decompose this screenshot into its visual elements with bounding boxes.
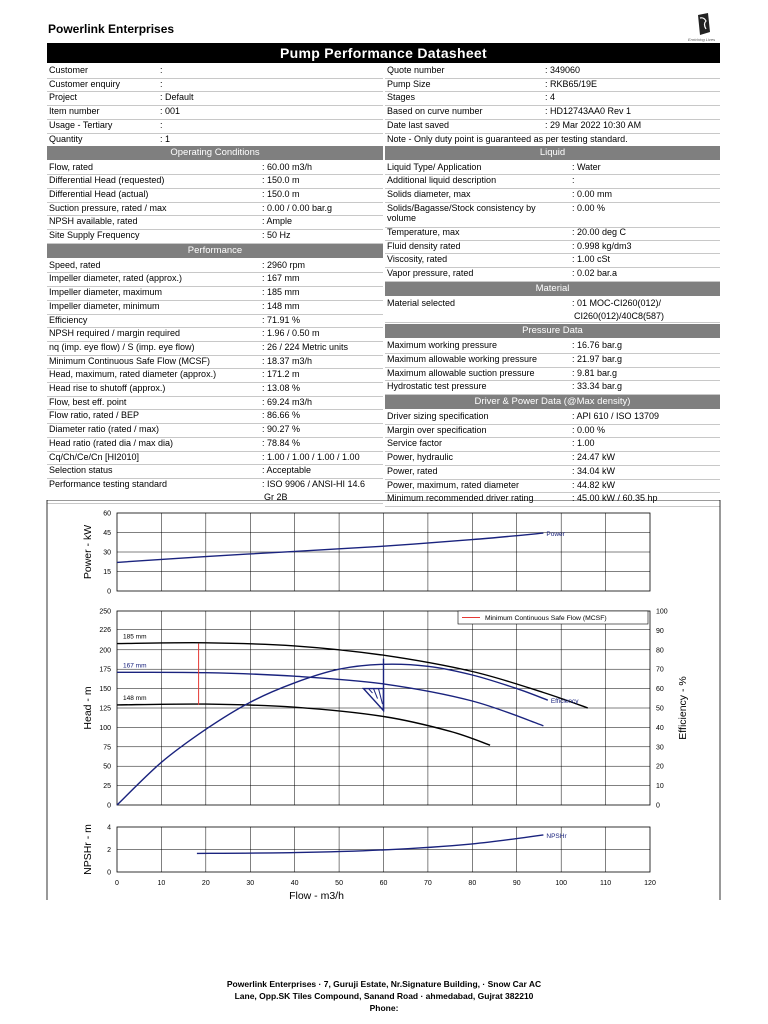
performance-row-2 [47, 272, 383, 286]
logo-tagline: Enriching Lives [688, 37, 716, 42]
info-2-label: Customer enquiry [49, 78, 121, 89]
performance-row-8 [47, 355, 383, 369]
info-1-value: : [160, 65, 163, 75]
liquid-row-2-value: : [572, 175, 575, 186]
chart-2-y-tick: 175 [99, 666, 111, 674]
operating-row-6-value: : 50 Hz [262, 230, 291, 240]
info-3-label: Project [49, 92, 78, 103]
chart-2-y2-tick: 30 [656, 744, 664, 752]
chart-3-x-tick: 110 [599, 880, 612, 887]
operating-row-2 [47, 174, 383, 188]
performance-row-13-label: Diameter ratio (rated / max) [49, 424, 160, 435]
performance-row-8-label: Minimum Continuous Safe Flow (MCSF) [49, 355, 211, 366]
performance-row-10-label: Head rise to shutoff (approx.) [49, 383, 166, 393]
info-2 [47, 78, 383, 92]
chart-1-series-label-power: Power [546, 531, 565, 539]
performance-row-5-value: : 71.91 % [262, 314, 301, 325]
driver-row-7-label: Minimum recommended driver rating [387, 493, 534, 504]
chart-3-x-tick: 20 [201, 880, 210, 887]
chart-3-y-label: NPSHr - m [82, 824, 94, 875]
chart-3-x-tick: 50 [335, 880, 343, 887]
performance-row-11 [47, 396, 383, 410]
chart-2-legend-label: Minimum Continuous Safe Flow (MCSF) [485, 615, 607, 622]
liquid-row-4-label-2: volume [387, 213, 417, 224]
driver-row-6-value: : 44.82 kW [572, 479, 616, 490]
performance-row-9 [47, 368, 383, 382]
liquid-row-7-value: : 1.00 cSt [572, 254, 611, 265]
chart-2-series-label-167-mm: 167 mm [123, 662, 147, 670]
performance-row-6 [47, 327, 383, 341]
driver-row-1 [385, 410, 720, 424]
chart-1-y-tick: 45 [103, 530, 111, 537]
performance-row-7-value: : 26 / 224 Metric units [262, 341, 349, 352]
section-pressure-data: Pressure Data [385, 324, 720, 338]
driver-row-6-label: Power, maximum, rated diameter [387, 479, 520, 490]
material-row-value: : 01 MOC-CI260(012)/ [572, 297, 662, 308]
driver-row-1-value: : API 610 / ISO 13709 [572, 411, 660, 421]
info-3-value: : Default [160, 92, 194, 103]
operating-row-4-label: Suction pressure, rated / max [49, 202, 167, 213]
pressure-row-2-value: : 21.97 bar.g [572, 353, 623, 364]
chart-3-y-tick: 4 [107, 824, 111, 832]
chart-2-y-label: Head - m [82, 686, 94, 730]
quote-4-value: : HD12743AA0 Rev 1 [545, 106, 632, 117]
chart-3-x-tick: 10 [157, 880, 166, 887]
quote-6 [385, 133, 720, 147]
performance-row-2-label: Impeller diameter, rated (approx.) [49, 273, 183, 284]
chart-2-series-label-185-mm: 185 mm [123, 633, 147, 641]
chart-2-y-tick: 75 [103, 744, 111, 752]
quote-3-label: Stages [387, 92, 416, 103]
operating-row-1 [47, 161, 383, 175]
material-row [385, 297, 720, 311]
performance-row-13-value: : 90.27 % [262, 424, 301, 435]
quote-3-value: : 4 [545, 92, 556, 103]
driver-row-2-value: : 0.00 % [572, 424, 606, 435]
chart-3-x-tick: 40 [290, 880, 299, 887]
material-row-value-2: CI260(012)/40C8(587) [574, 310, 665, 321]
chart-3-x-tick: 0 [115, 880, 119, 887]
performance-row-12 [47, 409, 383, 423]
performance-row-5 [47, 314, 383, 328]
liquid-row-7 [385, 253, 720, 267]
performance-row-14 [47, 437, 383, 451]
info-2-value: : [160, 78, 163, 89]
driver-row-6 [385, 479, 720, 493]
operating-row-5-label: NPSH available, rated [49, 216, 138, 227]
liquid-row-5 [385, 226, 720, 240]
pressure-row-1-label: Maximum working pressure [387, 340, 498, 351]
quote-2-label: Pump Size [387, 78, 431, 89]
performance-row-10-value: : 13.08 % [262, 383, 301, 393]
chart-2-y-tick: 0 [107, 802, 111, 810]
liquid-row-6-label: Fluid density rated [387, 240, 461, 251]
performance-row-12-label: Flow ratio, rated / BEP [49, 410, 140, 421]
chart-1-y-label: Power - kW [82, 524, 94, 580]
pressure-row-2-label: Maximum allowable working pressure [387, 353, 538, 364]
operating-row-2-value: : 150.0 m [262, 175, 300, 186]
performance-row-1-value: : 2960 rpm [262, 259, 306, 270]
liquid-row-5-label: Temperature, max [387, 227, 460, 237]
performance-row-9-label: Head, maximum, rated diameter (approx.) [49, 369, 217, 380]
performance-row-4-value: : 148 mm [262, 300, 300, 311]
info-4 [47, 105, 383, 119]
pressure-row-1-value: : 16.76 bar.g [572, 340, 623, 351]
performance-row-14-label: Head ratio (rated dia / max dia) [49, 437, 174, 448]
info-3 [47, 91, 383, 105]
chart-2-y-tick: 125 [99, 705, 111, 713]
performance-row-5-label: Efficiency [49, 314, 88, 325]
performance-row-11-label: Flow, best eff. point [49, 396, 127, 407]
operating-row-6 [47, 229, 383, 243]
quote-5-label: Date last saved [387, 119, 450, 130]
driver-row-4-value: : 24.47 kW [572, 452, 616, 463]
chart-2-y-tick: 150 [99, 686, 111, 694]
chart-2-y-tick: 200 [99, 647, 111, 655]
chart-2-y2-tick: 70 [656, 666, 664, 674]
quote-5-value: : 29 Mar 2022 10:30 AM [545, 119, 642, 130]
section-liquid: Liquid [385, 146, 720, 160]
performance-row-3-value: : 185 mm [262, 287, 300, 298]
performance-row-4 [47, 300, 383, 314]
performance-row-17-label: Performance testing standard [49, 478, 168, 489]
footer-line-3: Phone: [369, 1003, 399, 1013]
section-operating-conditions: Operating Conditions [47, 146, 383, 160]
driver-row-3-label: Service factor [387, 438, 443, 449]
liquid-row-3 [385, 188, 720, 202]
company-logo [694, 12, 714, 38]
operating-row-4-value: : 0.00 / 0.00 bar.g [262, 202, 333, 213]
pressure-row-3-label: Maximum allowable suction pressure [387, 367, 535, 378]
chart-2-y2-tick: 10 [656, 783, 664, 791]
quote-6-label: Note - Only duty point is guaranteed as per testing standard. [387, 133, 628, 144]
chart-3-x-tick: 100 [555, 880, 568, 887]
performance-row-4-label: Impeller diameter, minimum [49, 300, 160, 311]
performance-row-16-label: Selection status [49, 465, 113, 476]
chart-2-y-tick: 25 [103, 783, 111, 791]
performance-row-10 [47, 382, 383, 396]
operating-row-3 [47, 188, 383, 202]
liquid-row-8 [385, 267, 720, 281]
performance-curves [0, 500, 768, 900]
footer-line-1: Powerlink Enterprises · 7, Guruji Estate, Nr.Signature Building, · Snow Car AC [226, 979, 542, 989]
chart-3-y-tick: 2 [107, 847, 111, 854]
operating-row-5 [47, 215, 383, 229]
chart-2-y2-tick: 50 [656, 705, 664, 713]
performance-row-6-label: NPSH required / margin required [49, 328, 181, 339]
liquid-row-2 [385, 174, 720, 188]
driver-row-5-value: : 34.04 kW [572, 465, 616, 476]
chart-2-y2-tick: 80 [656, 647, 664, 655]
performance-row-17-value: : ISO 9906 / ANSI-HI 14.6 [262, 478, 366, 489]
performance-row-15 [47, 451, 383, 465]
info-6 [47, 133, 383, 147]
operating-row-6-label: Site Supply Frequency [49, 230, 140, 240]
operating-row-4 [47, 202, 383, 216]
chart-1-y-tick: 30 [103, 549, 111, 557]
performance-row-9-value: : 171.2 m [262, 369, 300, 380]
driver-row-4 [385, 451, 720, 465]
footer-address [170, 978, 598, 1014]
section-driver-power-data: Driver & Power Data (@Max density) [385, 395, 720, 409]
operating-row-3-label: Differential Head (actual) [49, 188, 149, 199]
info-6-value: : 1 [160, 133, 171, 144]
performance-row-1-label: Speed, rated [49, 259, 101, 270]
performance-row-17 [47, 478, 383, 492]
driver-row-5-label: Power, rated [387, 465, 438, 476]
chart-2-y2-tick: 20 [656, 763, 664, 771]
driver-row-3 [385, 437, 720, 451]
pressure-row-4-label: Hydrostatic test pressure [387, 381, 487, 392]
material-row-label: Material selected [387, 297, 456, 308]
liquid-row-4-value: : 0.00 % [572, 202, 606, 213]
chart-3-x-tick: 70 [424, 880, 432, 887]
chart-2-y-tick: 50 [103, 763, 111, 771]
driver-row-2-label: Margin over specification [387, 424, 487, 435]
performance-row-16-value: : Acceptable [262, 465, 312, 476]
quote-3 [385, 91, 720, 105]
driver-row-3-value: : 1.00 [572, 438, 595, 449]
chart-2-y2-tick: 90 [656, 627, 664, 635]
performance-row-13 [47, 423, 383, 437]
performance-row-11-value: : 69.24 m3/h [262, 396, 313, 407]
section-performance: Performance [47, 244, 383, 258]
chart-3-y-tick: 0 [107, 869, 111, 877]
liquid-row-8-value: : 0.02 bar.a [572, 268, 618, 279]
performance-row-12-value: : 86.66 % [262, 410, 301, 421]
chart-2-y-tick: 250 [99, 608, 111, 616]
pressure-row-3 [385, 367, 720, 381]
info-4-label: Item number [49, 106, 100, 117]
chart-3-x-tick: 80 [468, 880, 477, 887]
chart-2-series-label-148-mm: 148 mm [123, 694, 147, 702]
quote-1-value: : 349060 [545, 65, 581, 75]
quote-5 [385, 119, 720, 133]
performance-row-1 [47, 259, 383, 273]
info-4-value: : 001 [160, 106, 181, 117]
pressure-row-3-value: : 9.81 bar.g [572, 367, 618, 378]
section-material: Material [385, 282, 720, 296]
liquid-row-6-value: : 0.998 kg/dm3 [572, 240, 632, 251]
operating-row-5-value: : Ample [262, 216, 293, 227]
liquid-row-7-label: Viscosity, rated [387, 254, 448, 265]
chart-2-series-label-efficiency: Efficiency [550, 698, 579, 706]
chart-2-y2-tick: 40 [656, 724, 664, 732]
chart-2-y-tick: 226 [99, 627, 111, 635]
chart-1-y-tick: 15 [103, 569, 111, 576]
operating-row-3-value: : 150.0 m [262, 188, 300, 199]
performance-row-15-label: Cq/Ch/Ce/Cn [HI2010] [49, 451, 140, 462]
info-5 [47, 119, 383, 133]
quote-1 [385, 64, 720, 78]
chart-3-x-tick: 30 [246, 880, 255, 887]
info-5-label: Usage - Tertiary [49, 119, 113, 130]
performance-row-17-value-2: Gr 2B [264, 491, 288, 502]
chart-3-series-label-npshr: NPSHr [546, 832, 567, 840]
chart-2-y2-tick: 100 [656, 608, 668, 616]
chart-2-y2-tick: 60 [656, 686, 664, 694]
quote-2-value: : RKB65/19E [545, 78, 598, 89]
chart-2-y-tick: 100 [99, 724, 111, 732]
driver-row-5 [385, 465, 720, 479]
quote-1-label: Quote number [387, 65, 445, 75]
liquid-row-4-label: Solids/Bagasse/Stock consistency by [387, 202, 536, 213]
chart-2-y2-label: Efficiency - % [677, 676, 689, 740]
liquid-row-4 [385, 202, 720, 216]
pressure-row-4-value: : 33.34 bar.g [572, 381, 623, 392]
performance-row-14-value: : 78.84 % [262, 437, 301, 448]
footer-line-2: Lane, Opp.SK Tiles Compound, Sanand Road · ahmedabad, Gujrat 382210 [234, 991, 534, 1001]
operating-row-2-label: Differential Head (requested) [49, 175, 165, 186]
datasheet-title: Pump Performance Datasheet [47, 43, 720, 63]
liquid-row-1 [385, 161, 720, 175]
performance-row-6-value: : 1.96 / 0.50 m [262, 328, 320, 339]
operating-row-1-value: : 60.00 m3/h [262, 161, 313, 172]
operating-row-1-label: Flow, rated [49, 161, 94, 172]
performance-row-16 [47, 464, 383, 478]
pressure-row-2 [385, 353, 720, 367]
info-6-label: Quantity [49, 133, 83, 144]
chart-1-y-tick: 0 [107, 588, 111, 596]
chart-1-y-tick: 60 [103, 510, 111, 518]
performance-row-2-value: : 167 mm [262, 273, 300, 284]
performance-row-3-label: Impeller diameter, maximum [49, 287, 163, 298]
performance-row-7-label: nq (imp. eye flow) / S (imp. eye flow) [49, 341, 195, 352]
performance-row-3 [47, 286, 383, 300]
chart-3-x-tick: 120 [644, 880, 656, 887]
performance-row-15-value: : 1.00 / 1.00 / 1.00 / 1.00 [262, 451, 360, 462]
liquid-row-1-label: Liquid Type/ Application [387, 161, 482, 172]
chart-2-y2-tick: 0 [656, 802, 660, 810]
quote-4-label: Based on curve number [387, 106, 483, 117]
chart-3-x-tick: 90 [512, 880, 521, 887]
liquid-row-3-value: : 0.00 mm [572, 188, 613, 199]
chart-3-x-tick: 60 [379, 880, 388, 887]
performance-row-8-value: : 18.37 m3/h [262, 355, 313, 366]
driver-row-4-label: Power, hydraulic [387, 452, 454, 463]
liquid-row-6 [385, 240, 720, 254]
company-name: Powerlink Enterprises [48, 22, 175, 36]
quote-4 [385, 105, 720, 119]
liquid-row-3-label: Solids diameter, max [387, 188, 471, 199]
material-row-rule [385, 322, 720, 323]
driver-row-2 [385, 424, 720, 438]
performance-row-7 [47, 341, 383, 355]
driver-row-1-label: Driver sizing specification [387, 411, 489, 421]
liquid-row-2-label: Additional liquid description [387, 175, 497, 186]
info-1-label: Customer [49, 65, 89, 75]
pressure-row-1 [385, 339, 720, 353]
liquid-row-5-value: : 20.00 deg C [572, 227, 627, 237]
quote-2 [385, 78, 720, 92]
info-5-value: : [160, 119, 163, 130]
liquid-row-8-label: Vapor pressure, rated [387, 268, 474, 279]
driver-row-7-value: : 45.00 kW / 60.35 hp [572, 493, 658, 504]
info-1 [47, 64, 383, 78]
liquid-row-1-value: : Water [572, 161, 601, 172]
pressure-row-4 [385, 380, 720, 394]
chart-3-x-label: Flow - m3/h [289, 890, 344, 900]
